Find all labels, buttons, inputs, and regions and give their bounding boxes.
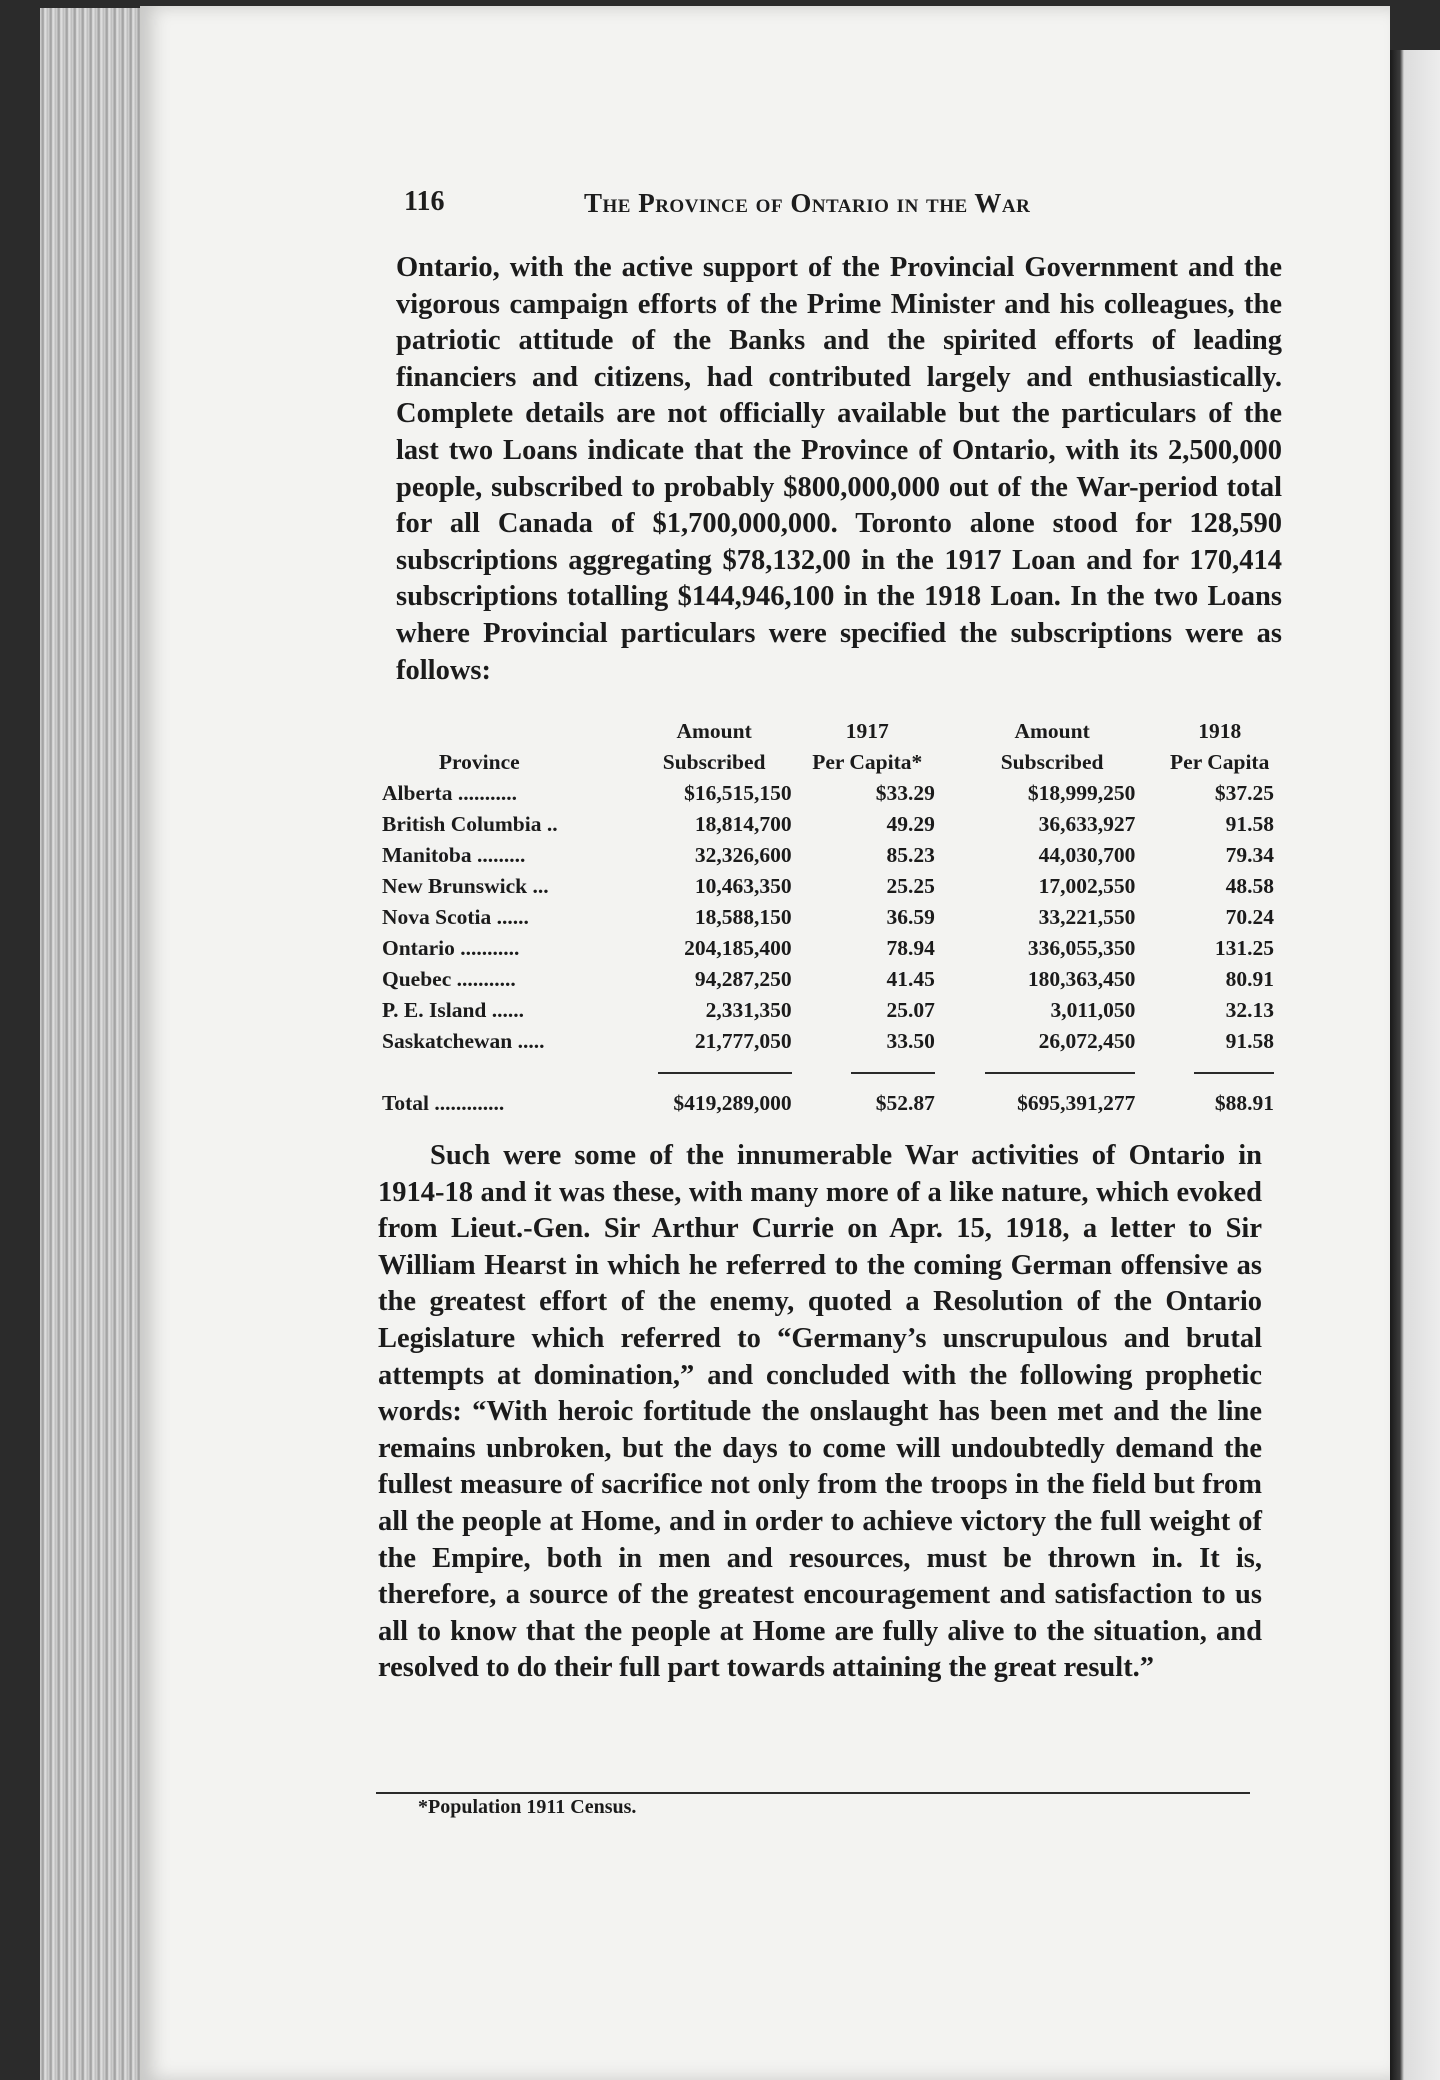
paragraph-currie-letter: Such were some of the innumerable War activities of Ontario in 1914-18 and it was these, with many more of a like nature, which evoked from Lieut.-Gen. Sir Arthur Currie on Apr. 15, 1918, a letter to Sir William Hearst in which he referred to the coming German offensive as the greatest effort of the enemy, quoted a Resolution of the Ontario Legislature which referred to “Germany’s unscrupulous and brutal attempts at domination,” and concluded with the following prophetic words: “With heroic fortitude the onslaught has been met and the line remains unbroken, but the days to come will undoubtedly demand the fullest measure of sacrifice not only from the troops in the field but from all the people at Home, and in order to achieve victory the full weight of the Empire, both in men and resources, must be thrown in. It is, therefore, a source of the greatest encouragement and satisfaction to us all to know that the people at Home are fully alive to the situation, and resolved to do their full part towards attaining the great result.” [378, 1140, 1262, 1684]
table-row [382, 995, 1278, 1026]
table-header-row-2 [382, 747, 1278, 778]
province-cell: Manitoba ......... [382, 843, 526, 867]
table-row [382, 902, 1278, 933]
province-cell: Alberta ........... [382, 781, 517, 805]
header-amount-1918-line2: Subscribed [1000, 750, 1104, 774]
footnote: *Population 1911 Census. [418, 1796, 637, 1818]
amount-1917-cell: 10,463,350 [694, 874, 792, 898]
amount-1918-cell: 336,055,350 [1027, 936, 1136, 960]
amount-1917-cell: 21,777,050 [694, 1029, 792, 1053]
per-capita-1918-cell: 80.91 [1225, 967, 1274, 991]
table-row [382, 933, 1278, 964]
amount-1918-cell: 180,363,450 [1027, 967, 1136, 991]
per-capita-1917-cell: 33.50 [886, 1029, 935, 1053]
per-capita-1917-cell: 25.25 [886, 874, 935, 898]
amount-1918-cell: 17,002,550 [1038, 874, 1136, 898]
table-row [382, 1026, 1278, 1057]
amount-1917-cell: 94,287,250 [694, 967, 792, 991]
table-row [382, 840, 1278, 871]
running-title: The Province of Ontario in the War [584, 188, 1031, 218]
header-year-1917: 1917 [845, 719, 889, 743]
amount-1918-cell: $18,999,250 [1027, 781, 1136, 805]
per-capita-1917-cell: $33.29 [875, 781, 935, 805]
per-capita-1917-cell: 41.45 [886, 967, 935, 991]
province-cell: Quebec ........... [382, 967, 516, 991]
per-capita-1917-cell: 36.59 [886, 905, 935, 929]
amount-1918-cell: 3,011,050 [1050, 998, 1136, 1022]
province-cell: British Columbia .. [382, 812, 558, 836]
rule [851, 1072, 935, 1074]
total-per-capita-1918: $88.91 [1214, 1091, 1274, 1115]
total-amount-1918: $695,391,277 [1017, 1091, 1136, 1115]
header-per-capita-1917: Per Capita* [812, 750, 923, 774]
header-amount-1917-line1: Amount [676, 719, 752, 743]
per-capita-1918-cell: 91.58 [1225, 812, 1274, 836]
table-row [382, 871, 1278, 902]
per-capita-1918-cell: 131.25 [1214, 936, 1274, 960]
amount-1917-cell: 2,331,350 [705, 998, 792, 1022]
amount-1917-cell: 32,326,600 [694, 843, 792, 867]
header-per-capita-1918: Per Capita [1170, 750, 1270, 774]
page-header [404, 186, 1108, 226]
table-row [382, 778, 1278, 809]
amount-1917-cell: 204,185,400 [684, 936, 792, 960]
province-cell: New Brunswick ... [382, 874, 549, 898]
per-capita-1917-cell: 49.29 [886, 812, 935, 836]
per-capita-1917-cell: 85.23 [886, 843, 935, 867]
per-capita-1918-cell: $37.25 [1214, 781, 1274, 805]
per-capita-1918-cell: 79.34 [1225, 843, 1274, 867]
amount-1917-cell: 18,588,150 [694, 905, 792, 929]
province-cell: Nova Scotia ...... [382, 905, 529, 929]
amount-1917-cell: 18,814,700 [694, 812, 792, 836]
amount-1918-cell: 36,633,927 [1038, 812, 1136, 836]
per-capita-1918-cell: 70.24 [1225, 905, 1274, 929]
facing-page-edge [1390, 50, 1440, 2080]
province-cell: P. E. Island ...... [382, 998, 524, 1022]
header-province: Province [438, 750, 520, 774]
book-page-edges [40, 8, 150, 2080]
province-cell: Ontario ........... [382, 936, 520, 960]
header-amount-1917-line2: Subscribed [662, 750, 766, 774]
footnote-rule [376, 1792, 1250, 1794]
totals-row [382, 1088, 1278, 1119]
loan-subscriptions-table [382, 716, 1278, 1119]
per-capita-1918-cell: 48.58 [1225, 874, 1274, 898]
amount-1918-cell: 33,221,550 [1038, 905, 1136, 929]
amount-1918-cell: 26,072,450 [1038, 1029, 1136, 1053]
totals-rule-row [382, 1057, 1278, 1088]
table-row [382, 809, 1278, 840]
rule [1194, 1072, 1274, 1074]
table-header-row-1 [382, 716, 1278, 747]
paragraph-intro: Ontario, with the active support of the Provincial Government and the vigorous campaign efforts of the Prime Minister and his colleagues, the patriotic attitude of the Banks and the spirited efforts of leading financiers and citizens, had contributed largely and enthusiastically. Complete details are not officially available but the particulars of the last two Loans indicate that the Province of Ontario, with its 2,500,000 people, subscribed to probably $800,000,000 out of the War-period total for all Canada of $1,700,000,000. Toronto alone stood for 128,590 subscriptions aggregating $78,132,00 in the 1917 Loan and for 170,414 subscriptions totalling $144,946,100 in the 1918 Loan. In the two Loans where Provincial particulars were specified the subscriptions were as follows: [396, 252, 1282, 686]
page-number: 116 [404, 186, 445, 217]
per-capita-1917-cell: 78.94 [886, 936, 935, 960]
total-per-capita-1917: $52.87 [875, 1091, 935, 1115]
per-capita-1918-cell: 32.13 [1225, 998, 1274, 1022]
amount-1918-cell: 44,030,700 [1038, 843, 1136, 867]
per-capita-1918-cell: 91.58 [1225, 1029, 1274, 1053]
header-year-1918: 1918 [1198, 719, 1242, 743]
rule [985, 1072, 1135, 1074]
header-amount-1918-line1: Amount [1014, 719, 1090, 743]
table-row [382, 964, 1278, 995]
rule [658, 1072, 792, 1074]
per-capita-1917-cell: 25.07 [886, 998, 935, 1022]
total-label: Total ............. [382, 1091, 505, 1115]
province-cell: Saskatchewan ..... [382, 1029, 545, 1053]
amount-1917-cell: $16,515,150 [684, 781, 792, 805]
total-amount-1917: $419,289,000 [673, 1091, 792, 1115]
